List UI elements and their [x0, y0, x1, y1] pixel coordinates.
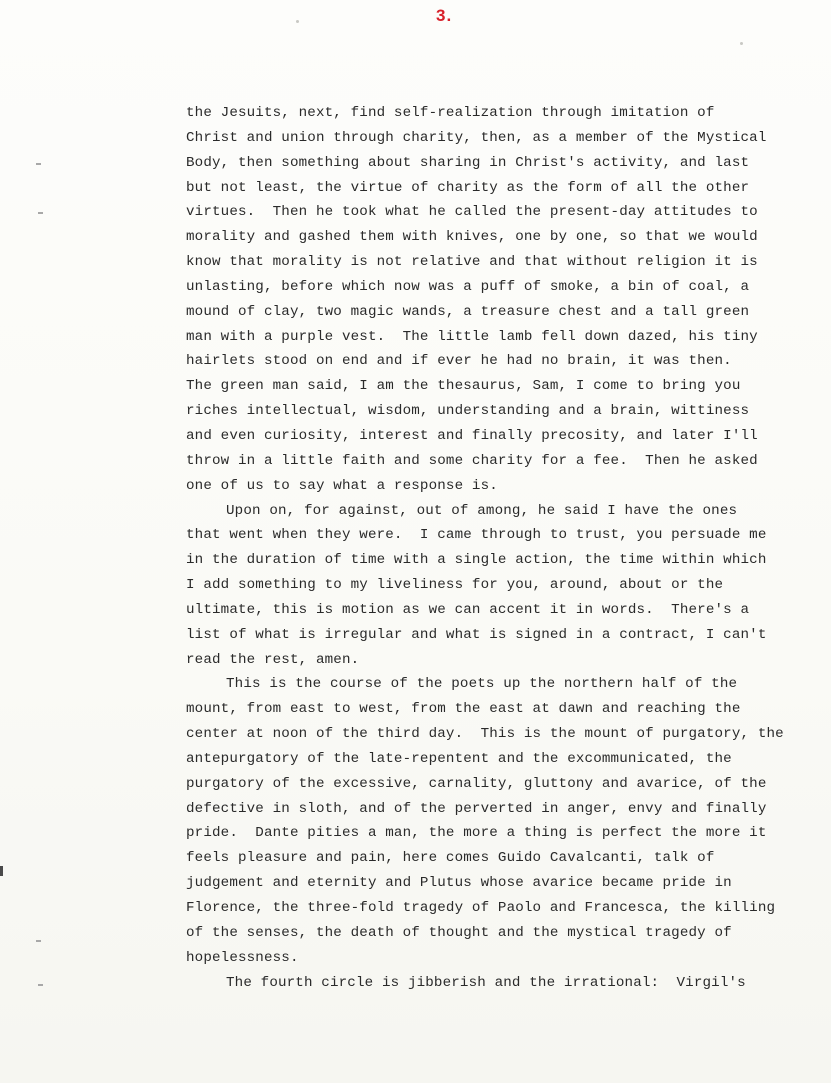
text-line: mount, from east to west, from the east at dawn and reaching the	[186, 701, 741, 718]
margin-tick	[38, 212, 43, 214]
text-line: the Jesuits, next, find self-realization through imitation of	[186, 105, 715, 121]
text-line: read the rest, amen.	[186, 651, 360, 668]
text-line: pride. Dante pities a man, the more a thing is perfect the more it	[186, 825, 767, 842]
page-number-mark: 3.	[436, 6, 453, 25]
text-line: ultimate, this is motion as we can accent it in words. There's a	[186, 601, 750, 618]
text-line: list of what is irregular and what is signed in a contract, I can't	[186, 626, 767, 643]
paper-speck	[740, 42, 743, 45]
text-line: Upon on, for against, out of among, he said I have the ones	[226, 502, 738, 519]
text-line: that went when they were. I came through to trust, you persuade me	[186, 527, 767, 544]
text-line: and even curiosity, interest and finally precosity, and later I'll	[186, 427, 758, 444]
text-line: know that morality is not relative and that without religion it is	[186, 254, 758, 271]
text-line: hairlets stood on end and if ever he had no brain, it was then.	[186, 353, 732, 370]
body-text	[186, 101, 786, 995]
text-line: morality and gashed them with knives, one by one, so that we would	[186, 229, 758, 246]
text-line: I add something to my liveliness for you, around, about or the	[186, 577, 724, 594]
text-line: of the senses, the death of thought and the mystical tragedy of	[186, 924, 732, 941]
text-line: This is the course of the poets up the northern half of the	[226, 676, 738, 693]
text-line: judgement and eternity and Plutus whose avarice became pride in	[186, 875, 732, 892]
text-line: The fourth circle is jibberish and the irrational: Virgil's	[226, 974, 746, 991]
text-line: unlasting, before which now was a puff of smoke, a bin of coal, a	[186, 278, 750, 295]
text-line: feels pleasure and pain, here comes Guido Cavalcanti, talk of	[186, 850, 715, 867]
text-line: one of us to say what a response is.	[186, 477, 498, 494]
text-line: throw in a little faith and some charity for a fee. Then he asked	[186, 452, 758, 469]
text-line: Christ and union through charity, then, as a member of the Mystical	[186, 129, 767, 146]
text-line: in the duration of time with a single action, the time within which	[186, 552, 767, 569]
margin-tick	[36, 163, 41, 165]
margin-tick	[36, 940, 41, 942]
text-line: center at noon of the third day. This is the mount of purgatory, the	[186, 726, 784, 743]
text-line: but not least, the virtue of charity as the form of all the other	[186, 179, 750, 196]
text-line: purgatory of the excessive, carnality, gluttony and avarice, of the	[186, 775, 767, 792]
text-line: riches intellectual, wisdom, understanding and a brain, wittiness	[186, 403, 750, 420]
text-line: antepurgatory of the late-repentent and the excommunicated, the	[186, 750, 732, 767]
text-line: hopelessness.	[186, 949, 299, 966]
paper-speck	[296, 20, 299, 23]
text-line: man with a purple vest. The little lamb fell down dazed, his tiny	[186, 328, 758, 345]
margin-tick	[38, 984, 43, 986]
text-line: defective in sloth, and of the perverted in anger, envy and finally	[186, 800, 767, 817]
text-line: virtues. Then he took what he called the present-day attitudes to	[186, 204, 758, 221]
edge-mark	[0, 866, 3, 876]
text-line: Body, then something about sharing in Christ's activity, and last	[186, 154, 750, 171]
text-line: mound of clay, two magic wands, a treasure chest and a tall green	[186, 303, 750, 320]
text-line: Florence, the three-fold tragedy of Paolo and Francesca, the killing	[186, 900, 776, 916]
text-line: The green man said, I am the thesaurus, Sam, I come to bring you	[186, 378, 741, 395]
